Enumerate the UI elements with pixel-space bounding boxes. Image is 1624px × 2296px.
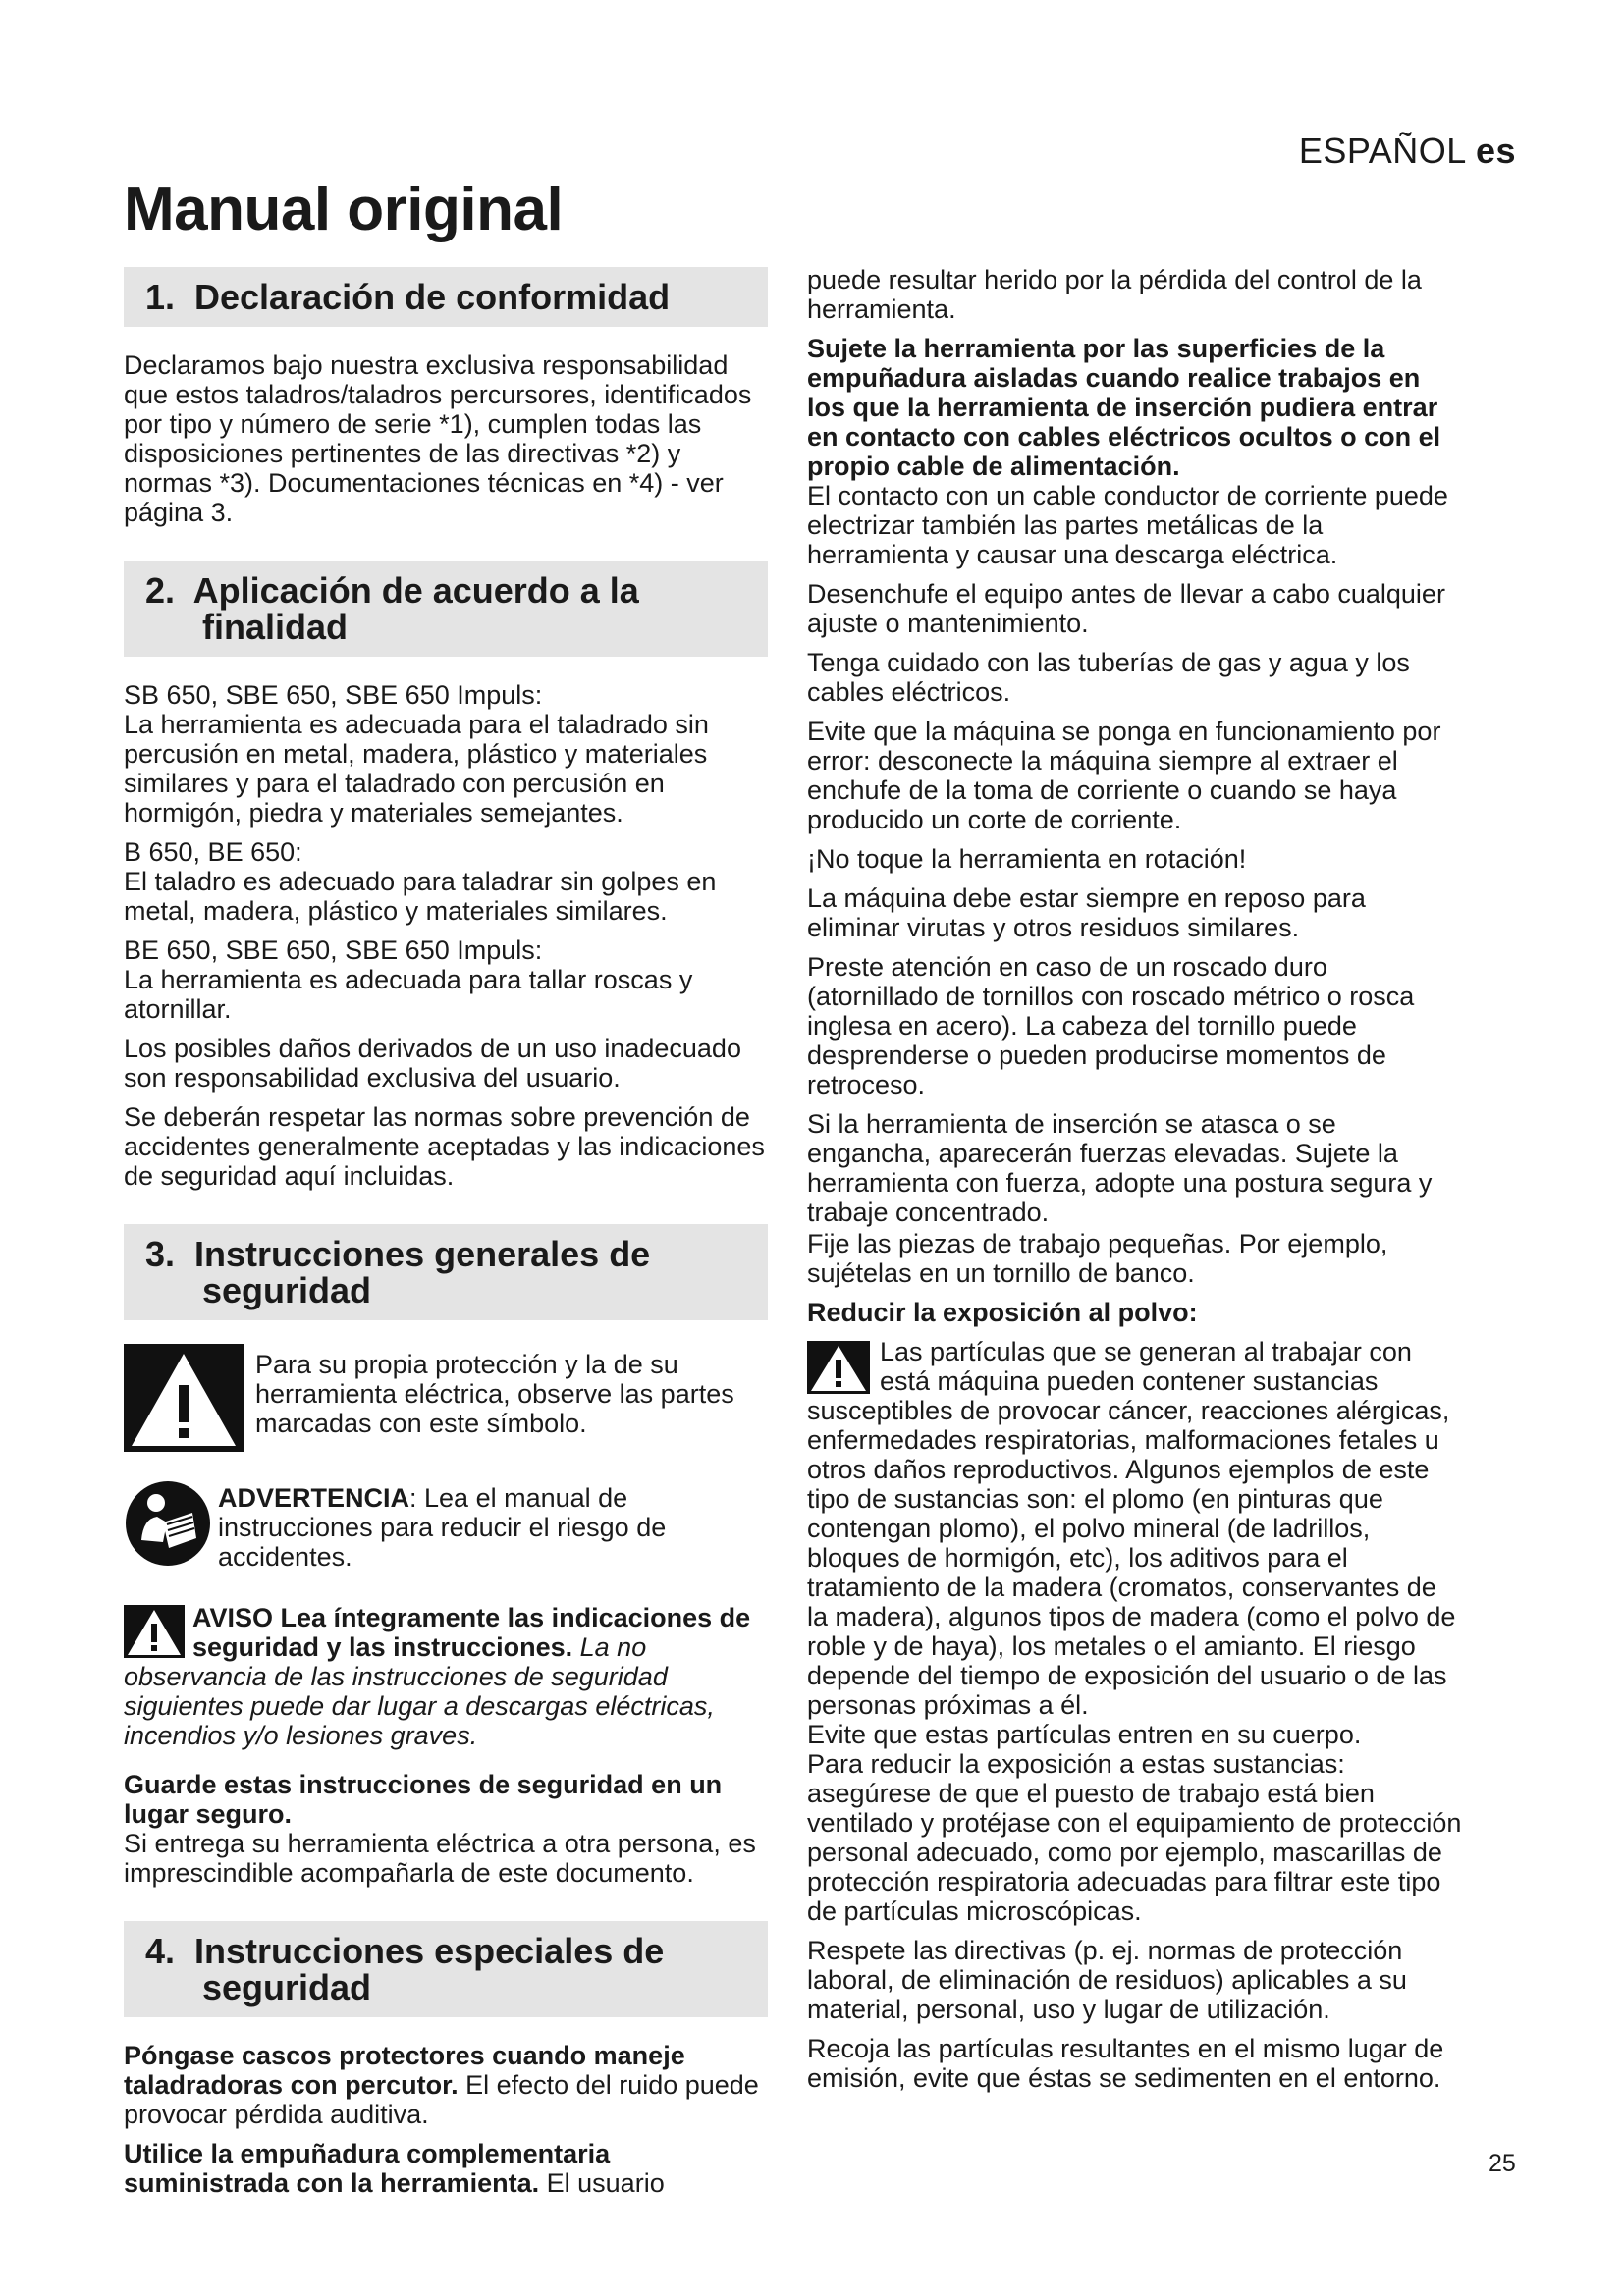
warning-triangle-icon: [807, 1341, 870, 1394]
section-heading-1: 1. Declaración de conformidad: [124, 267, 768, 327]
paragraph: puede resultar herido por la pérdida del control de la herramienta.: [807, 265, 1422, 324]
paragraph: Respete las directivas (p. ej. normas de protección laboral, de eliminación de residuos) aplicables a su material, personal, uso y lugar de utilización.: [807, 1936, 1407, 2024]
paragraph: Tenga cuidado con las tuberías de gas y agua y los cables eléctricos.: [807, 648, 1410, 707]
paragraph: Para reducir la exposición a estas sustancias: asegúrese de que el puesto de trabajo está bien ventilado y protéjase con el equipamiento de protección personal adecuado, como por ejemplo, mascarillas de protección respiratoria adecuadas para filtrar este tipo de partículas microscópicas.: [807, 1749, 1462, 1926]
paragraph: Si la herramienta de inserción se atasca o se engancha, aparecerán fuerzas elevadas. Sujete la herramienta con fuerza, adopte una postura segura y trabaje concentrado.: [807, 1109, 1433, 1227]
paragraph: SB 650, SBE 650, SBE 650 Impuls: La herramienta es adecuada para el taladrado sin percusión en metal, madera, plástico y materiales similares y para el taladrado con percusión en hormigón, piedra y materiales semejantes.: [124, 680, 709, 828]
page-title: Manual original: [124, 176, 564, 243]
read-manual-icon: [124, 1479, 212, 1568]
symbol-notice: Para su propia protección y la de su herramienta eléctrica, observe las partes marcadas con este símbolo.: [124, 1344, 768, 1458]
warning-triangle-icon: [124, 1344, 244, 1452]
section-heading-4: 4. Instrucciones especiales de seguridad: [124, 1921, 768, 2017]
right-column: [807, 265, 1463, 2103]
paragraph: Póngase cascos protectores cuando maneje taladradoras con percutor. El efecto del ruido puede provocar pérdida auditiva.: [124, 2041, 759, 2129]
paragraph: Evite que estas partículas entren en su cuerpo.: [807, 1720, 1362, 1749]
language-label: ESPAÑOL es: [1298, 131, 1516, 171]
dust-notice: Las partículas que se generan al trabajar con está máquina pueden contener sustancias susceptibles de provocar cáncer, reacciones alérgicas, enfermedades respiratorias, malformaciones fetales u otros daños reproductivos. Algunos ejemplos de este tipo de sustancias son: el plomo (en pinturas que contengan plomo), el polvo mineral (de ladrillos, bloques de hormigón, etc), los aditivos para el tratamiento de la madera (cromatos, conservantes de la madera), algunos tipos de madera (como el polvo de roble y de haya), los metales o el amianto. El riesgo depende del tiempo de exposición del usuario o de las personas próximas a él.: [807, 1337, 1456, 1720]
paragraph: La máquina debe estar siempre en reposo para eliminar virutas y otros residuos similares.: [807, 883, 1366, 942]
paragraph: B 650, BE 650: El taladro es adecuado para taladrar sin golpes en metal, madera, plástico y materiales similares.: [124, 837, 717, 926]
paragraph: Evite que la máquina se ponga en funcionamiento por error: desconecte la máquina siempre al extraer el enchufe de la toma de corriente o cuando se haya producido un corte de corriente.: [807, 717, 1441, 834]
left-column: [124, 267, 768, 2208]
paragraph: Declaramos bajo nuestra exclusiva responsabilidad que estos taladros/taladros percursores, identificados por tipo y número de serie *1), cumplen todas las disposiciones pertinentes de las directivas *2) y normas *3). Documentaciones técnicas en *4) - ver página 3.: [124, 350, 752, 527]
page-number: 25: [1489, 2150, 1516, 2177]
paragraph: Se deberán respetar las normas sobre prevención de accidentes generalmente aceptadas y las indicaciones de seguridad aquí incluidas.: [124, 1102, 765, 1191]
aviso-notice: AVISO Lea íntegramente las indicaciones de seguridad y las instrucciones. La no observancia de las instrucciones de seguridad siguientes puede dar lugar a descargas eléctricas, incendios y/o lesiones graves.: [124, 1603, 751, 1750]
paragraph: Fije las piezas de trabajo pequeñas. Por ejemplo, sujételas en un tornillo de banco.: [807, 1229, 1388, 1288]
subheading: Reducir la exposición al polvo:: [807, 1298, 1198, 1327]
paragraph: Guarde estas instrucciones de seguridad en un lugar seguro. Si entrega su herramienta eléctrica a otra persona, es imprescindible acompañarla de este documento.: [124, 1770, 756, 1888]
paragraph: Los posibles daños derivados de un uso inadecuado son responsabilidad exclusiva del usuario.: [124, 1034, 741, 1093]
paragraph: Utilice la empuñadura complementaria suministrada con la herramienta. El usuario: [124, 2139, 665, 2198]
read-manual-notice: ADVERTENCIA: Lea el manual de instrucciones para reducir el riesgo de accidentes.: [124, 1479, 768, 1581]
section-heading-2: 2. Aplicación de acuerdo a la finalidad: [124, 561, 768, 657]
paragraph: Sujete la herramienta por las superficies de la empuñadura aisladas cuando realice trabajos en los que la herramienta de inserción pudiera entrar en contacto con cables eléctricos ocultos o con el propio cable de alimentación. El contacto con un cable conductor de corriente puede electrizar también las partes metálicas de la herramienta y causar una descarga eléctrica.: [807, 334, 1448, 569]
paragraph: Desenchufe el equipo antes de llevar a cabo cualquier ajuste o mantenimiento.: [807, 579, 1445, 638]
section-heading-3: 3. Instrucciones generales de seguridad: [124, 1224, 768, 1320]
paragraph: ¡No toque la herramienta en rotación!: [807, 844, 1247, 874]
warning-triangle-icon: [124, 1605, 185, 1658]
paragraph: BE 650, SBE 650, SBE 650 Impuls: La herramienta es adecuada para tallar roscas y atornillar.: [124, 935, 693, 1024]
paragraph: Recoja las partículas resultantes en el mismo lugar de emisión, evite que éstas se sedimenten en el entorno.: [807, 2034, 1444, 2093]
paragraph: Preste atención en caso de un roscado duro (atornillado de tornillos con roscado métrico o rosca inglesa en acero). La cabeza del tornillo puede desprenderse o pueden producirse momentos de retroceso.: [807, 952, 1415, 1099]
